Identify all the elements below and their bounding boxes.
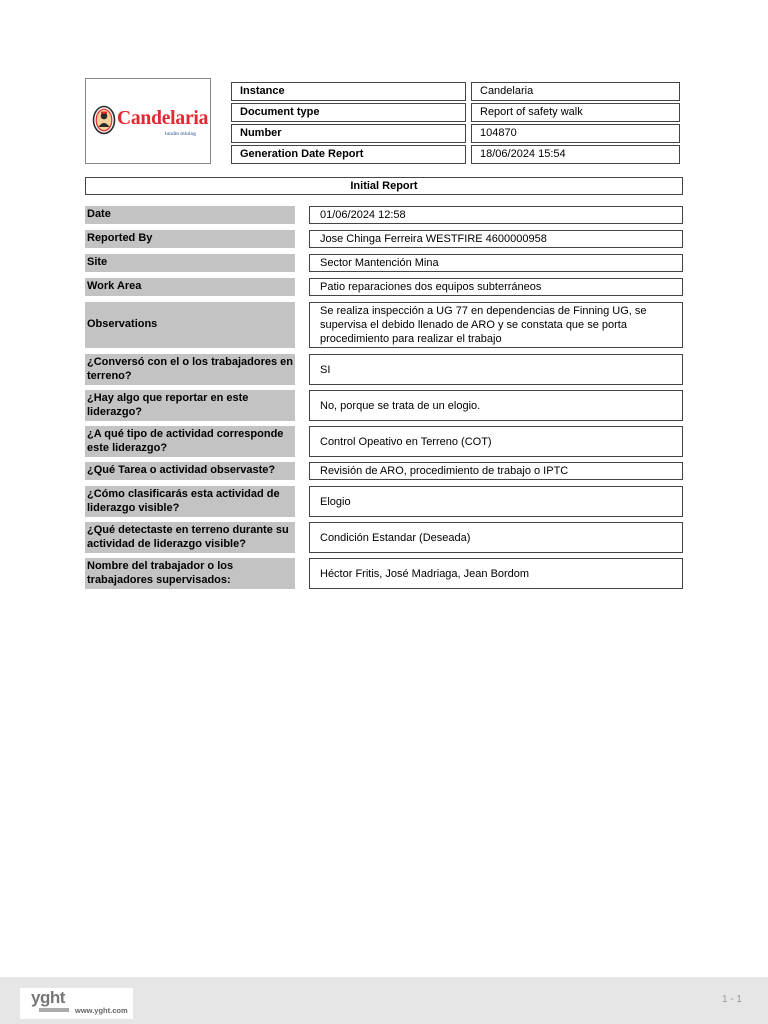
field-value: 01/06/2024 12:58 bbox=[309, 206, 683, 224]
field-value: Héctor Fritis, José Madriaga, Jean Bordom bbox=[309, 558, 683, 589]
field-label: ¿Hay algo que reportar en este liderazgo? bbox=[85, 390, 295, 421]
field-value: Elogio bbox=[309, 486, 683, 517]
candelaria-logo bbox=[92, 103, 208, 143]
meta-label: Number bbox=[231, 124, 466, 143]
page-footer bbox=[0, 977, 768, 1024]
field-value: Jose Chinga Ferreira WESTFIRE 4600000958 bbox=[309, 230, 683, 248]
field-label: ¿Qué detectaste en terreno durante su actividad de liderazgo visible? bbox=[85, 522, 295, 553]
meta-label: Document type bbox=[231, 103, 466, 122]
meta-value: Candelaria bbox=[471, 82, 680, 101]
company-logo-box bbox=[85, 78, 211, 164]
field-label: ¿A qué tipo de actividad corresponde este liderazgo? bbox=[85, 426, 295, 457]
meta-label: Generation Date Report bbox=[231, 145, 466, 164]
field-label: ¿Conversó con el o los trabajadores en terreno? bbox=[85, 354, 295, 385]
footer-url-link[interactable]: www.yght.com bbox=[75, 1006, 128, 1015]
field-label: Date bbox=[85, 206, 295, 224]
meta-value: 104870 bbox=[471, 124, 680, 143]
field-label: Site bbox=[85, 254, 295, 272]
section-title: Initial Report bbox=[85, 177, 683, 195]
field-value: Revisión de ARO, procedimiento de trabajo o IPTC bbox=[309, 462, 683, 480]
field-value: Sector Mantención Mina bbox=[309, 254, 683, 272]
logo-subtext: lundin mining bbox=[165, 131, 197, 137]
field-label: Nombre del trabajador o los trabajadores supervisados: bbox=[85, 558, 295, 589]
miner-emblem-icon bbox=[92, 105, 116, 135]
meta-value: Report of safety walk bbox=[471, 103, 680, 122]
field-value: No, porque se trata de un elogio. bbox=[309, 390, 683, 421]
yght-logo[interactable] bbox=[20, 988, 133, 1019]
footer-mark-icon bbox=[39, 1008, 69, 1012]
field-value: Condición Estandar (Deseada) bbox=[309, 522, 683, 553]
field-value: Control Opeativo en Terreno (COT) bbox=[309, 426, 683, 457]
footer-brand: yght bbox=[31, 988, 65, 1007]
meta-label: Instance bbox=[231, 82, 466, 101]
field-value: Se realiza inspección a UG 77 en dependencias de Finning UG, se supervisa el debido llenado de ARO y se constata que se porta procedimiento para realizar el trabajo bbox=[309, 302, 683, 348]
page-number: 1 - 1 bbox=[721, 994, 742, 1005]
field-value: Patio reparaciones dos equipos subterráneos bbox=[309, 278, 683, 296]
field-label: Work Area bbox=[85, 278, 295, 296]
field-label: ¿Qué Tarea o actividad observaste? bbox=[85, 462, 295, 480]
field-value: SI bbox=[309, 354, 683, 385]
field-label: Observations bbox=[85, 302, 295, 348]
logo-wordmark: Candelaria bbox=[117, 108, 209, 129]
field-label: Reported By bbox=[85, 230, 295, 248]
field-label: ¿Cómo clasificarás esta actividad de liderazgo visible? bbox=[85, 486, 295, 517]
meta-value: 18/06/2024 15:54 bbox=[471, 145, 680, 164]
